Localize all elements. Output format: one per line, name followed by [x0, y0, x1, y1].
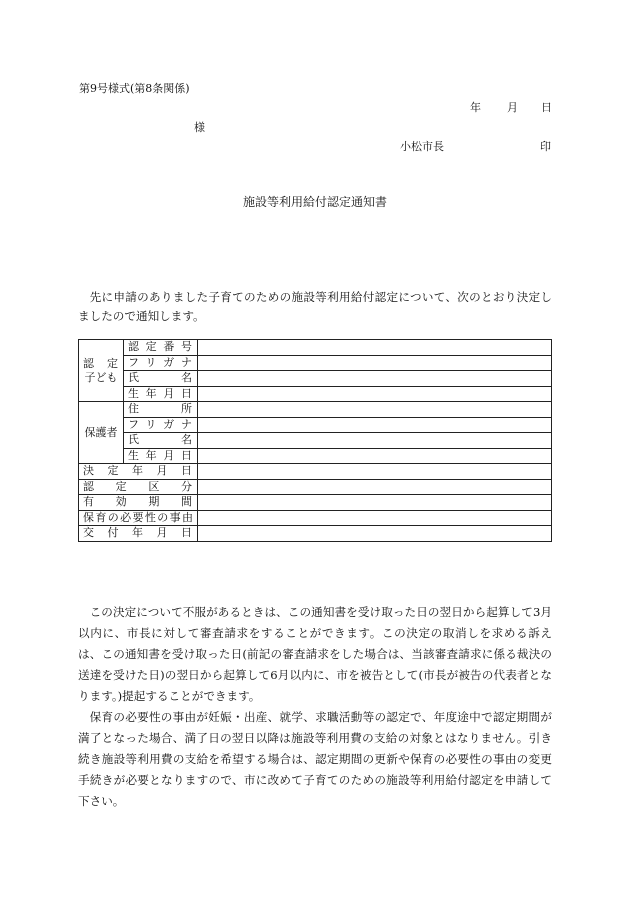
table-row: [79, 495, 552, 511]
notice-text: [78, 602, 552, 812]
row-label-decision-date: 決定年月日: [79, 464, 198, 480]
date-month-label: 月: [507, 101, 518, 114]
child-group-label: [79, 340, 124, 402]
row-label-validity-period: 有効期間: [79, 495, 198, 511]
issuer-name: 小松市長: [400, 140, 444, 153]
value-childcare-reason: [198, 510, 552, 526]
value-guardian-name: [198, 433, 552, 449]
row-label-issue-date: 交付年月日: [79, 526, 198, 542]
child-group-line1: 認 定: [83, 356, 119, 370]
row-label-cert-category: 認定区分: [79, 479, 198, 495]
table-row: [79, 510, 552, 526]
value-child-furigana: [198, 355, 552, 371]
intro-paragraph: 先に申請のありました子育てのための施設等利用給付認定について、次のとおり決定しましたので通知します。: [78, 290, 552, 323]
value-guardian-birthdate: [198, 448, 552, 464]
value-cert-category: [198, 479, 552, 495]
row-label-guardian-address: 住所: [124, 402, 198, 418]
table-row: [79, 526, 552, 542]
row-label-child-furigana: フリガナ: [124, 355, 198, 371]
table-row: [79, 355, 552, 371]
table-row: [79, 448, 552, 464]
table-row: [79, 417, 552, 433]
row-label-child-name: 氏名: [124, 371, 198, 387]
notice-paragraph-appeal: この決定について不服があるときは、この通知書を受け取った日の翌日から起算して3月以内に、市長に対して審査請求をすることができます。この決定の取消しを求める訴えは、この通知書を受け取った日(前記の審査請求をした場合は、当該審査請求に係る裁決の送達を受けた日)の翌日から起算して6月以内に、市を被告として(市長が被告の代表者となります。)提起することができます。: [78, 605, 552, 703]
value-guardian-furigana: [198, 417, 552, 433]
table-row: [79, 402, 552, 418]
row-label-cert-number: 認定番号: [124, 340, 198, 356]
table-row: [79, 479, 552, 495]
value-child-birthdate: [198, 386, 552, 402]
value-issue-date: [198, 526, 552, 542]
row-label-childcare-reason: 保育の必要性の事由: [79, 510, 198, 526]
value-cert-number: [198, 340, 552, 356]
value-guardian-address: [198, 402, 552, 418]
row-label-guardian-furigana: フリガナ: [124, 417, 198, 433]
value-validity-period: [198, 495, 552, 511]
date-year-label: 年: [470, 101, 481, 114]
child-group-line2: 子ども: [84, 370, 118, 384]
table-row: [79, 340, 552, 356]
table-row: [79, 371, 552, 387]
row-label-guardian-birthdate: 生年月日: [124, 448, 198, 464]
date-day-label: 日: [541, 101, 552, 114]
document-title: 施設等利用給付認定通知書: [242, 195, 387, 209]
notice-paragraph-childcare: 保育の必要性の事由が妊娠・出産、就学、求職活動等の認定で、年度途中で認定期間が満了となった場合、満了日の翌日以降は施設等利用費の支給の対象とはなりません。引き続き施設等利用費の支給を希望する場合は、認定期間の更新や保育の必要性の事由の変更手続きが必要となりますので、市に改めて子育てのための施設等利用給付認定を申請して下さい。: [78, 710, 552, 808]
value-child-name: [198, 371, 552, 387]
addressee-suffix: 様: [194, 121, 205, 134]
guardian-group-label: 保護者: [79, 402, 124, 464]
value-decision-date: [198, 464, 552, 480]
row-label-child-birthdate: 生年月日: [124, 386, 198, 402]
table-row: [79, 464, 552, 480]
certification-table: [78, 339, 552, 542]
table-row: [79, 433, 552, 449]
table-row: [79, 386, 552, 402]
row-label-guardian-name: 氏名: [124, 433, 198, 449]
seal-mark: 印: [540, 140, 551, 153]
form-number: 第9号様式(第8条関係): [79, 82, 190, 95]
